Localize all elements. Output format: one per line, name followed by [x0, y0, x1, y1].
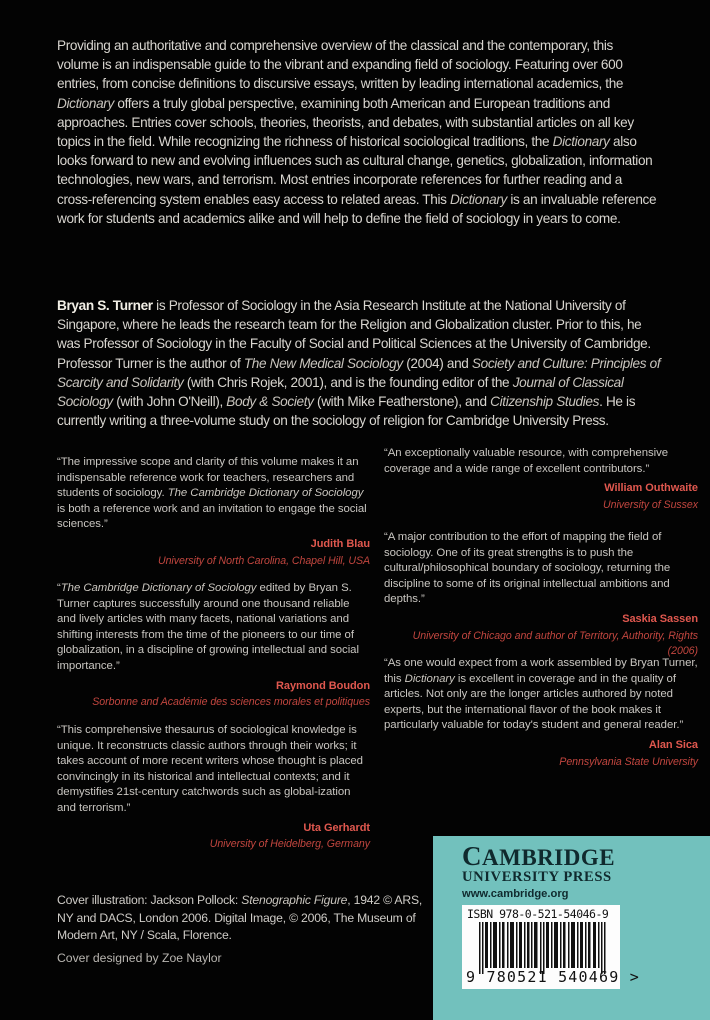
reviewer-name: Saskia Sassen — [622, 612, 698, 625]
barcode-number: 9 780521 540469 > — [466, 968, 640, 986]
reviewer-name: Raymond Boudon — [275, 679, 370, 692]
isbn-label: ISBN 978-0-521-54046-9 — [467, 907, 609, 921]
reviewer-affiliation: University of Heidelberg, Germany — [209, 838, 370, 851]
isbn-barcode — [462, 905, 640, 989]
author-name: Bryan S. Turner — [57, 298, 153, 313]
reviewer-name: Judith Blau — [310, 537, 370, 550]
review-quote: “The Cambridge Dictionary of Sociology edited by Bryan S. Turner captures successfully around one thousand reliable and lively articles with many facets, national variations and shifting interests from the time of the pioneers to our time of globalization, in a discipline of growing intellectual and social importance.” Raymond Boudon Sorbonne and Académie des sciences morales et politiques — [57, 581, 370, 711]
book-description: Providing an authoritative and comprehensive overview of the classical and the contemporary, this volume is an indispensable guide to the vibrant and expanding field of sociology. Featuring over 600 entries, from concise definitions to discursive essays, written by leading international academics, the Dictionary offers a truly global perspective, examining both American and European traditions and approaches. Entries cover schools, theories, theorists, and debates, with substantial articles on all key topics in the field. While recognizing the richness of historical sociological traditions, the Dictionary also looks forward to new and evolving influences such as cultural change, genetics, globalization, information technologies, new wars, and terrorism. Most entries incorporate references for further reading and a cross-referencing system enables easy access to related areas. This Dictionary is an invaluable reference work for students and academics alike and will help to define the field of sociology in years to come. — [57, 38, 657, 226]
reviewer-name: Uta Gerhardt — [303, 821, 370, 834]
review-quote: “An exceptionally valuable resource, with comprehensive coverage and a wide range of excellent contributors.” William Outhwaite University of Sussex — [384, 446, 698, 513]
publisher-subtitle: UNIVERSITY PRESS — [462, 869, 612, 885]
review-quote: “As one would expect from a work assembled by Bryan Turner, this Dictionary is excellent in coverage and in the quality of articles. Not only are the longer articles authored by noted experts, but the international flavor of the book makes it particularly valuable for today's student and general reader.” Alan Sica Pennsylvania State University — [384, 656, 698, 770]
publisher-panel — [433, 836, 710, 1020]
reviewer-name: Alan Sica — [648, 738, 698, 751]
publisher-logo: CAMBRIDGE — [462, 841, 616, 871]
reviewer-affiliation: University of Chicago and author of Territory, Authority, Rights (2006) — [412, 629, 698, 658]
reviewer-affiliation: Sorbonne and Académie des sciences morales et politiques — [92, 696, 370, 709]
reviewer-name: William Outhwaite — [604, 482, 698, 495]
reviewer-affiliation: University of North Carolina, Chapel Hill, USA — [157, 554, 370, 567]
barcode-icon — [479, 922, 606, 974]
cover-designer: Cover designed by Zoe Naylor — [57, 951, 222, 965]
reviewer-affiliation: Pennsylvania State University — [559, 755, 698, 768]
reviewer-affiliation: University of Sussex — [603, 498, 698, 511]
review-quote: “The impressive scope and clarity of this volume makes it an indispensable reference work for teachers, researchers and students of sociology. The Cambridge Dictionary of Sociology is both a reference work and an invitation to engage the social sciences.” Judith Blau University of North Carolina, Chapel Hill, USA — [57, 455, 370, 569]
review-quote: “A major contribution to the effort of mapping the field of sociology. One of its great strengths is to push the cultural/philosophical boundary of sociology, returning the discipline to some of its original intellectual ambitions and depths.” Saskia Sassen University of Chicago and author of Territory, Authority, Rights (2006) — [384, 530, 698, 660]
publisher-url: www.cambridge.org — [462, 888, 569, 900]
cover-credits: Cover illustration: Jackson Pollock: Stenographic Figure, 1942 © ARS, NY and DACS, London 2006. Digital Image, © 2006, The Museum of Modern Art, NY / Scala, Florence. — [57, 893, 423, 943]
author-bio: Bryan S. Turner is Professor of Sociology in the Asia Research Institute at the National University of Singapore, where he leads the research team for the Religion and Globalization cluster. Prior to this, he was Professor of Sociology in the Faculty of Social and Political Sciences at the University of Cambridge. Professor Turner is the author of The New Medical Sociology (2004) and Society and Culture: Principles of Scarcity and Solidarity (with Chris Rojek, 2001), and is the founding editor of the Journal of Classical Sociology (with John O'Neill), Body & Society (with Mike Featherstone), and Citizenship Studies. He is currently writing a three-volume study on the sociology of religion for Cambridge University Press. — [57, 298, 661, 429]
review-quote: “This comprehensive thesaurus of sociological knowledge is unique. It reconstructs classic authors through their works; it takes account of more recent writers whose thought is placed convincingly in its historical and intellectual contexts; and it demystifies 21st-century catchwords such as global-ization and terrorism.” Uta Gerhardt University of Heidelberg, Germany — [57, 723, 370, 853]
